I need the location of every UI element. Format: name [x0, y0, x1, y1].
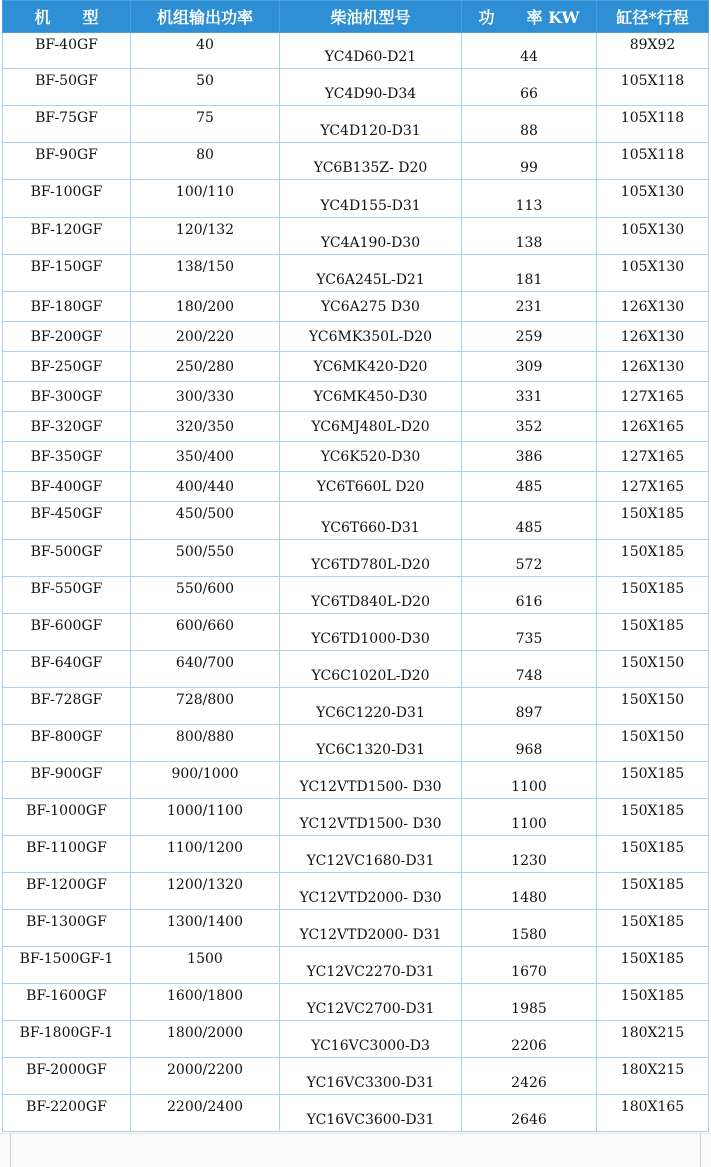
table-row	[3, 577, 709, 614]
cell-bore-stroke: 150X185	[597, 540, 709, 577]
cell-model: BF-50GF	[3, 69, 131, 106]
cell-power-kw: 88	[462, 106, 597, 143]
cell-power-kw: 259	[462, 322, 597, 352]
cell-engine-model: YC6C1320-D31	[280, 725, 462, 762]
cell-bore-stroke: 105X130	[597, 180, 709, 218]
generator-spec-table	[2, 0, 709, 1132]
header-engine-model: 柴油机型号	[280, 1, 462, 33]
cell-power-kw: 572	[462, 540, 597, 577]
cell-engine-model: YC6T660L D20	[280, 472, 462, 502]
cell-output-power: 1300/1400	[131, 910, 280, 947]
cell-model: BF-300GF	[3, 382, 131, 412]
cell-output-power: 1800/2000	[131, 1021, 280, 1058]
cell-bore-stroke: 180X215	[597, 1021, 709, 1058]
cell-engine-model: YC6TD780L-D20	[280, 540, 462, 577]
cell-output-power: 100/110	[131, 180, 280, 218]
cell-engine-model: YC6MK350L-D20	[280, 322, 462, 352]
cell-power-kw: 1480	[462, 873, 597, 910]
cell-engine-model: YC6A245L-D21	[280, 255, 462, 292]
page-bottom-edge	[0, 1133, 711, 1167]
cell-output-power: 250/280	[131, 352, 280, 382]
cell-output-power: 1200/1320	[131, 873, 280, 910]
cell-engine-model: YC12VTD2000- D31	[280, 910, 462, 947]
cell-output-power: 300/330	[131, 382, 280, 412]
cell-output-power: 1500	[131, 947, 280, 984]
header-power-kw: 功 率 KW	[462, 1, 597, 33]
cell-bore-stroke: 150X185	[597, 502, 709, 540]
cell-power-kw: 897	[462, 688, 597, 725]
cell-engine-model: YC4D60-D21	[280, 33, 462, 69]
table-row	[3, 218, 709, 255]
cell-engine-model: YC6TD840L-D20	[280, 577, 462, 614]
table-row	[3, 873, 709, 910]
cell-power-kw: 485	[462, 472, 597, 502]
table-row	[3, 412, 709, 442]
cell-bore-stroke: 126X130	[597, 352, 709, 382]
cell-model: BF-1600GF	[3, 984, 131, 1021]
cell-model: BF-200GF	[3, 322, 131, 352]
cell-bore-stroke: 150X185	[597, 799, 709, 836]
table-row	[3, 352, 709, 382]
table-row	[3, 69, 709, 106]
cell-output-power: 2000/2200	[131, 1058, 280, 1095]
cell-output-power: 120/132	[131, 218, 280, 255]
header-row	[3, 1, 709, 33]
cell-engine-model: YC6MJ480L-D20	[280, 412, 462, 442]
cell-bore-stroke: 127X165	[597, 382, 709, 412]
cell-output-power: 180/200	[131, 292, 280, 322]
cell-bore-stroke: 150X185	[597, 947, 709, 984]
cell-output-power: 800/880	[131, 725, 280, 762]
cell-engine-model: YC6B135Z- D20	[280, 143, 462, 180]
cell-power-kw: 66	[462, 69, 597, 106]
cell-engine-model: YC6T660-D31	[280, 502, 462, 540]
table-row	[3, 984, 709, 1021]
cell-bore-stroke: 105X130	[597, 255, 709, 292]
cell-output-power: 1000/1100	[131, 799, 280, 836]
cell-output-power: 138/150	[131, 255, 280, 292]
cell-model: BF-2000GF	[3, 1058, 131, 1095]
table-row	[3, 836, 709, 873]
table-row	[3, 762, 709, 799]
table-row	[3, 1021, 709, 1058]
table-row	[3, 322, 709, 352]
cell-bore-stroke: 180X165	[597, 1095, 709, 1132]
cell-bore-stroke: 150X185	[597, 614, 709, 651]
cell-engine-model: YC4D90-D34	[280, 69, 462, 106]
cell-bore-stroke: 127X165	[597, 472, 709, 502]
cell-bore-stroke: 89X92	[597, 33, 709, 69]
cell-bore-stroke: 150X185	[597, 873, 709, 910]
table-row	[3, 106, 709, 143]
table-row	[3, 472, 709, 502]
cell-model: BF-2200GF	[3, 1095, 131, 1132]
cell-bore-stroke: 150X185	[597, 910, 709, 947]
table-row	[3, 1058, 709, 1095]
table-row	[3, 799, 709, 836]
cell-bore-stroke: 150X185	[597, 984, 709, 1021]
cell-bore-stroke: 127X165	[597, 442, 709, 472]
cell-bore-stroke: 126X130	[597, 322, 709, 352]
cell-model: BF-320GF	[3, 412, 131, 442]
page-corner-mark-right	[700, 1134, 701, 1167]
cell-model: BF-728GF	[3, 688, 131, 725]
cell-power-kw: 2206	[462, 1021, 597, 1058]
cell-model: BF-640GF	[3, 651, 131, 688]
cell-output-power: 40	[131, 33, 280, 69]
cell-output-power: 450/500	[131, 502, 280, 540]
cell-power-kw: 485	[462, 502, 597, 540]
cell-engine-model: YC12VTD2000- D30	[280, 873, 462, 910]
cell-engine-model: YC12VTD1500- D30	[280, 762, 462, 799]
cell-model: BF-1500GF-1	[3, 947, 131, 984]
cell-engine-model: YC16VC3000-D3	[280, 1021, 462, 1058]
cell-model: BF-1100GF	[3, 836, 131, 873]
cell-engine-model: YC6K520-D30	[280, 442, 462, 472]
cell-power-kw: 1670	[462, 947, 597, 984]
cell-engine-model: YC6C1220-D31	[280, 688, 462, 725]
table-row	[3, 688, 709, 725]
cell-output-power: 320/350	[131, 412, 280, 442]
table-row	[3, 947, 709, 984]
cell-engine-model: YC4D120-D31	[280, 106, 462, 143]
cell-output-power: 75	[131, 106, 280, 143]
table-row	[3, 651, 709, 688]
cell-bore-stroke: 150X185	[597, 762, 709, 799]
cell-model: BF-150GF	[3, 255, 131, 292]
cell-model: BF-450GF	[3, 502, 131, 540]
cell-output-power: 200/220	[131, 322, 280, 352]
cell-power-kw: 735	[462, 614, 597, 651]
cell-engine-model: YC4A190-D30	[280, 218, 462, 255]
cell-engine-model: YC4D155-D31	[280, 180, 462, 218]
table-row	[3, 540, 709, 577]
table-row	[3, 502, 709, 540]
cell-output-power: 350/400	[131, 442, 280, 472]
cell-bore-stroke: 126X130	[597, 292, 709, 322]
table-body	[3, 33, 709, 1132]
cell-engine-model: YC16VC3300-D31	[280, 1058, 462, 1095]
cell-model: BF-120GF	[3, 218, 131, 255]
cell-power-kw: 386	[462, 442, 597, 472]
cell-power-kw: 44	[462, 33, 597, 69]
header-bore-stroke: 缸径*行程	[597, 1, 709, 33]
cell-output-power: 1600/1800	[131, 984, 280, 1021]
table-row	[3, 292, 709, 322]
cell-power-kw: 968	[462, 725, 597, 762]
table-row	[3, 33, 709, 69]
cell-power-kw: 1230	[462, 836, 597, 873]
cell-model: BF-90GF	[3, 143, 131, 180]
cell-model: BF-1300GF	[3, 910, 131, 947]
cell-output-power: 400/440	[131, 472, 280, 502]
cell-engine-model: YC6A275 D30	[280, 292, 462, 322]
cell-output-power: 50	[131, 69, 280, 106]
cell-engine-model: YC6MK420-D20	[280, 352, 462, 382]
table-row	[3, 910, 709, 947]
cell-power-kw: 616	[462, 577, 597, 614]
table-row	[3, 255, 709, 292]
cell-bore-stroke: 150X185	[597, 836, 709, 873]
header-model: 机 型	[3, 1, 131, 33]
cell-power-kw: 1580	[462, 910, 597, 947]
cell-output-power: 900/1000	[131, 762, 280, 799]
cell-bore-stroke: 105X118	[597, 143, 709, 180]
cell-power-kw: 748	[462, 651, 597, 688]
cell-bore-stroke: 150X150	[597, 688, 709, 725]
cell-power-kw: 1985	[462, 984, 597, 1021]
cell-power-kw: 181	[462, 255, 597, 292]
cell-model: BF-350GF	[3, 442, 131, 472]
cell-bore-stroke: 105X118	[597, 69, 709, 106]
cell-model: BF-500GF	[3, 540, 131, 577]
cell-model: BF-1000GF	[3, 799, 131, 836]
cell-bore-stroke: 150X150	[597, 725, 709, 762]
cell-model: BF-180GF	[3, 292, 131, 322]
cell-model: BF-250GF	[3, 352, 131, 382]
cell-model: BF-1800GF-1	[3, 1021, 131, 1058]
cell-power-kw: 1100	[462, 799, 597, 836]
header-output-power: 机组输出功率	[131, 1, 280, 33]
cell-engine-model: YC12VC2270-D31	[280, 947, 462, 984]
table-row	[3, 1095, 709, 1132]
cell-power-kw: 138	[462, 218, 597, 255]
cell-power-kw: 113	[462, 180, 597, 218]
cell-power-kw: 2426	[462, 1058, 597, 1095]
cell-engine-model: YC6C1020L-D20	[280, 651, 462, 688]
cell-bore-stroke: 150X150	[597, 651, 709, 688]
cell-engine-model: YC12VC1680-D31	[280, 836, 462, 873]
cell-power-kw: 352	[462, 412, 597, 442]
page-corner-mark-left	[10, 1134, 11, 1167]
cell-output-power: 500/550	[131, 540, 280, 577]
cell-bore-stroke: 126X165	[597, 412, 709, 442]
cell-bore-stroke: 105X118	[597, 106, 709, 143]
cell-model: BF-800GF	[3, 725, 131, 762]
cell-power-kw: 231	[462, 292, 597, 322]
cell-model: BF-400GF	[3, 472, 131, 502]
cell-output-power: 728/800	[131, 688, 280, 725]
cell-bore-stroke: 105X130	[597, 218, 709, 255]
table-row	[3, 382, 709, 412]
cell-model: BF-600GF	[3, 614, 131, 651]
table-row	[3, 614, 709, 651]
cell-output-power: 600/660	[131, 614, 280, 651]
cell-output-power: 640/700	[131, 651, 280, 688]
cell-model: BF-100GF	[3, 180, 131, 218]
cell-bore-stroke: 150X185	[597, 577, 709, 614]
cell-engine-model: YC16VC3600-D31	[280, 1095, 462, 1132]
cell-power-kw: 1100	[462, 762, 597, 799]
cell-model: BF-550GF	[3, 577, 131, 614]
cell-power-kw: 331	[462, 382, 597, 412]
cell-output-power: 1100/1200	[131, 836, 280, 873]
cell-power-kw: 2646	[462, 1095, 597, 1132]
cell-output-power: 550/600	[131, 577, 280, 614]
table-row	[3, 442, 709, 472]
table-row	[3, 180, 709, 218]
cell-bore-stroke: 180X215	[597, 1058, 709, 1095]
cell-model: BF-900GF	[3, 762, 131, 799]
cell-engine-model: YC6MK450-D30	[280, 382, 462, 412]
table-row	[3, 143, 709, 180]
cell-output-power: 2200/2400	[131, 1095, 280, 1132]
cell-model: BF-75GF	[3, 106, 131, 143]
cell-engine-model: YC6TD1000-D30	[280, 614, 462, 651]
cell-power-kw: 99	[462, 143, 597, 180]
cell-engine-model: YC12VTD1500- D30	[280, 799, 462, 836]
table-row	[3, 725, 709, 762]
cell-model: BF-40GF	[3, 33, 131, 69]
cell-model: BF-1200GF	[3, 873, 131, 910]
cell-output-power: 80	[131, 143, 280, 180]
cell-power-kw: 309	[462, 352, 597, 382]
table-header	[3, 1, 709, 33]
cell-engine-model: YC12VC2700-D31	[280, 984, 462, 1021]
